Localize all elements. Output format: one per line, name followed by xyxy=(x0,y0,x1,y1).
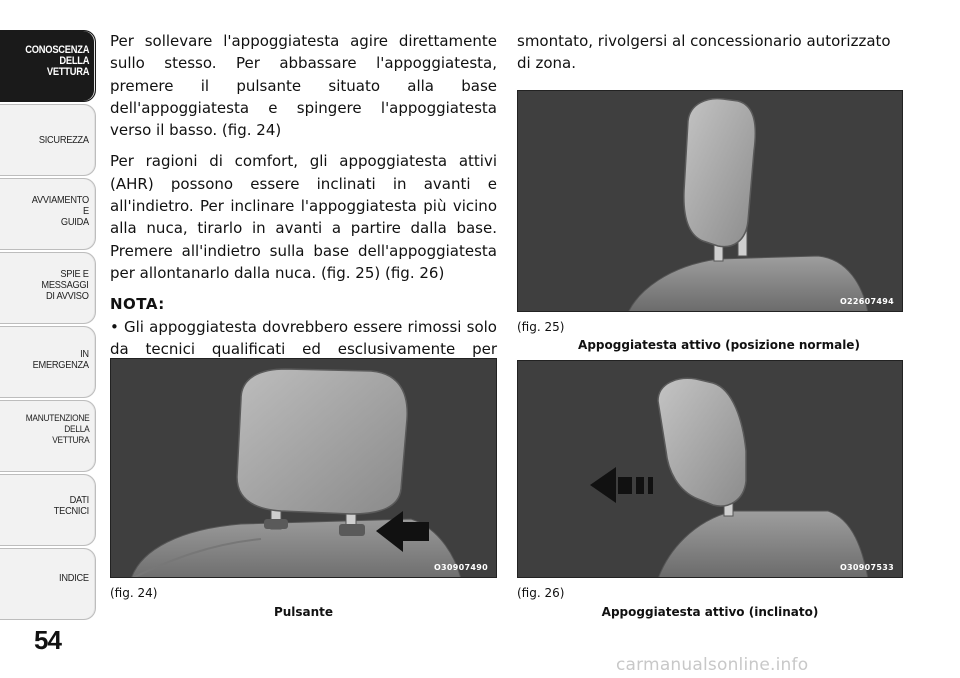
figure-24-image xyxy=(110,358,497,578)
tab-avviamento-e-guida[interactable] xyxy=(0,178,96,250)
tab-label: MANUTENZIONE DELLA VETTURA xyxy=(25,413,89,446)
paragraph-continuation: smontato, rivolgersi al concessionario autorizzato di zona. xyxy=(517,32,891,73)
figure-25-image xyxy=(517,90,903,312)
paragraph-raise-lower: Per sollevare l'appoggiatesta agire direttamente sullo stesso. Per abbassare l'appoggiatesta, premere il pulsante situato alla base dell'appoggiatesta e spingere l'appoggiatesta verso il basso. (fig. 24) xyxy=(110,32,497,140)
tab-manutenzione-della-vettura[interactable] xyxy=(0,400,96,472)
nota-heading: NOTA: xyxy=(110,295,165,314)
figure-24-code: O30907490 xyxy=(433,563,488,572)
headrest-button-illustration xyxy=(111,359,497,578)
figure-24-caption: Pulsante xyxy=(273,605,334,619)
figure-24-ref: (fig. 24) xyxy=(110,586,158,600)
tab-label: CONOSCENZA DELLA VETTURA xyxy=(25,44,89,78)
figure-26-caption: Appoggiatesta attivo (inclinato) xyxy=(601,605,819,619)
tab-sicurezza[interactable] xyxy=(0,104,96,176)
tab-label: SPIE E MESSAGGI DI AVVISO xyxy=(41,268,89,302)
tab-spie-e-messaggi[interactable] xyxy=(0,252,96,324)
figure-25-ref: (fig. 25) xyxy=(517,320,565,334)
headrest-normal-position-illustration xyxy=(518,91,903,312)
paragraph-comfort-tilt: Per ragioni di comfort, gli appoggiatesta attivi (AHR) possono essere inclinati in avanti e all'indietro. Per inclinare l'appoggiatesta più vicino alla nuca, tirarlo in avanti a partire dalla base. Premere all'indietro sulla base dell'appoggiatesta per allontanarlo dalla nuca. (fig. 25) (fig. 26) xyxy=(110,152,497,282)
figure-26-ref: (fig. 26) xyxy=(517,586,565,600)
tab-label: SICUREZZA xyxy=(39,134,89,146)
tab-label: DATI TECNICI xyxy=(53,494,89,517)
figure-26-code: O30907533 xyxy=(839,563,894,572)
tab-dati-tecnici[interactable] xyxy=(0,474,96,546)
tab-label: IN EMERGENZA xyxy=(32,348,89,371)
tab-label: AVVIAMENTO E GUIDA xyxy=(31,194,89,228)
tab-conoscenza-della-vettura[interactable] xyxy=(0,30,96,102)
tab-indice[interactable] xyxy=(0,548,96,620)
right-text-column xyxy=(517,30,904,84)
page-number: 54 xyxy=(34,625,61,655)
tab-in-emergenza[interactable] xyxy=(0,326,96,398)
nota-text: • Gli appoggiatesta dovrebbero essere rimossi solo da tecnici qualificati ed esclusivamente per xyxy=(110,317,497,358)
headrest-tilted-illustration xyxy=(518,361,903,578)
tab-label: INDICE xyxy=(59,572,89,584)
watermark: carmanualsonline.info xyxy=(616,655,809,675)
figure-25-code: O22607494 xyxy=(839,297,894,306)
figure-25-caption: Appoggiatesta attivo (posizione normale) xyxy=(578,338,860,352)
left-text-column xyxy=(110,30,497,414)
figure-26-image xyxy=(517,360,903,578)
